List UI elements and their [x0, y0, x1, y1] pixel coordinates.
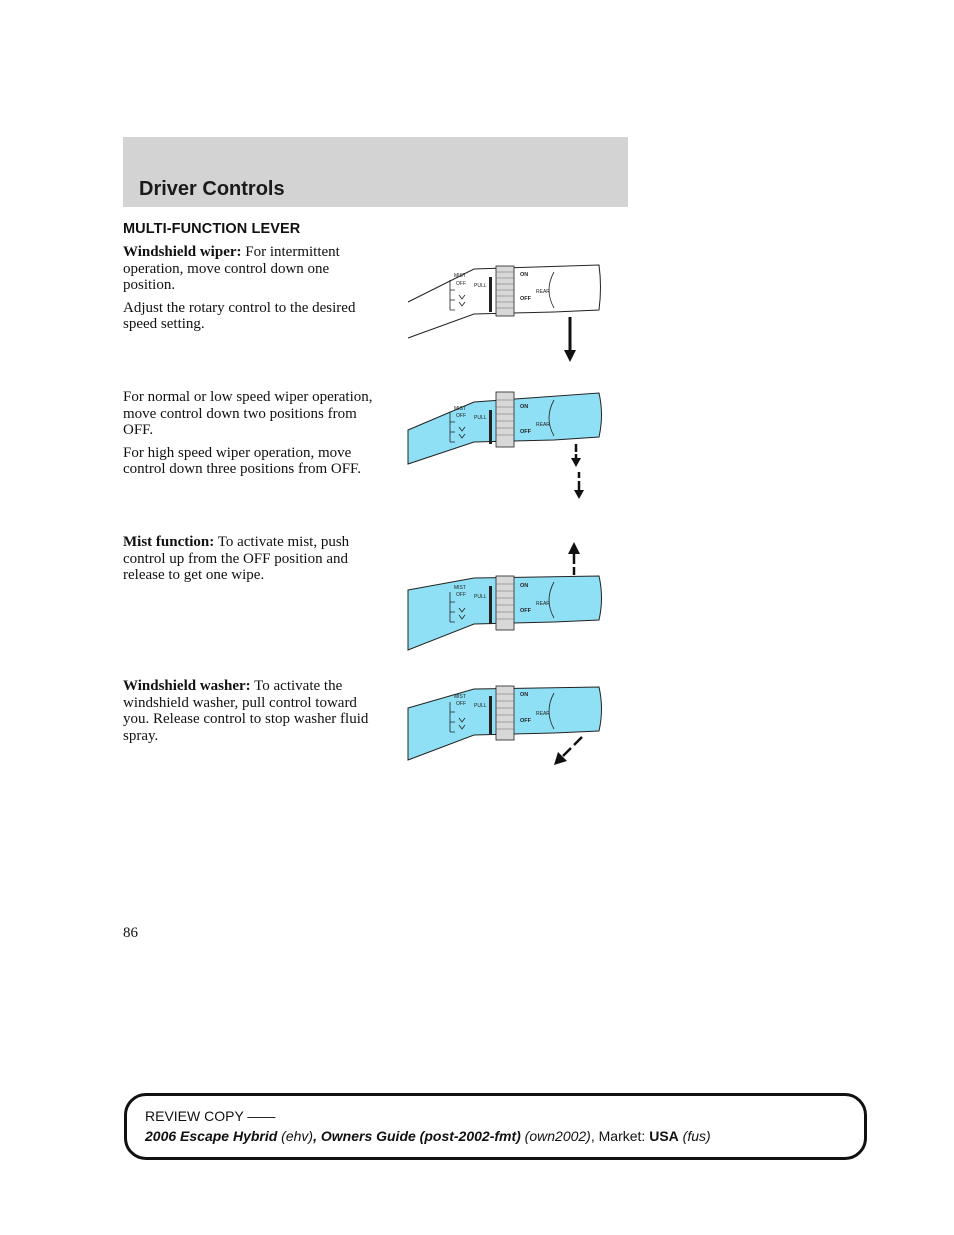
label-mist: MIST [454, 694, 466, 700]
label-off2: OFF [520, 718, 531, 724]
label-pull: PULL [474, 283, 487, 289]
lead-text: Windshield washer: [123, 678, 251, 694]
review-copy-details [145, 1128, 711, 1144]
lever-figure-washer [404, 682, 614, 772]
page-title: Driver Controls [139, 178, 285, 200]
paragraph-windshield-washer [123, 678, 385, 750]
body-text-extra: Adjust the rotary control to the desired speed setting. [123, 299, 356, 332]
label-off: OFF [456, 701, 466, 707]
label-on: ON [520, 272, 529, 278]
review-copy-label: REVIEW COPY —— [145, 1108, 276, 1124]
label-off2: OFF [520, 608, 531, 614]
lever-figure-low-high [404, 380, 614, 512]
body-text: For normal or low speed wiper operation, move control down two positions from OFF. [123, 389, 373, 438]
paragraph-low-high-speed [123, 389, 385, 484]
label-off: OFF [456, 413, 466, 419]
paragraph-windshield-wiper [123, 244, 385, 339]
header-band [123, 137, 628, 207]
label-off: OFF [456, 281, 466, 287]
review-copy-footer [124, 1093, 867, 1160]
footer-guide: Owners Guide (post-2002-fmt) [320, 1128, 521, 1144]
label-pull: PULL [474, 415, 487, 421]
label-pull: PULL [474, 594, 487, 600]
label-on: ON [520, 583, 529, 589]
body-text: For intermittent operation, move control down one position. [123, 244, 340, 293]
label-rear: REAR [536, 601, 550, 607]
footer-sep2: , Market: [590, 1128, 650, 1144]
footer-guide-code: (own2002) [520, 1128, 591, 1144]
paragraph-mist-function [123, 534, 385, 590]
label-off2: OFF [520, 296, 531, 302]
lever-figure-intermittent [404, 262, 614, 372]
lead-text: Mist function: [123, 534, 215, 550]
footer-market: USA [649, 1128, 679, 1144]
label-mist: MIST [454, 585, 466, 591]
footer-sep1: , [313, 1128, 321, 1144]
body-text-extra: For high speed wiper operation, move control down three positions from OFF. [123, 444, 361, 477]
label-on: ON [520, 404, 529, 410]
label-off2: OFF [520, 429, 531, 435]
footer-model-code: (ehv) [277, 1128, 314, 1144]
footer-market-code: (fus) [678, 1128, 711, 1144]
footer-model: 2006 Escape Hybrid [145, 1128, 278, 1144]
label-off: OFF [456, 592, 466, 598]
label-mist: MIST [454, 406, 466, 412]
section-title: MULTI-FUNCTION LEVER [123, 221, 301, 237]
page-number: 86 [123, 925, 138, 941]
label-rear: REAR [536, 289, 550, 295]
label-on: ON [520, 692, 529, 698]
label-rear: REAR [536, 711, 550, 717]
label-rear: REAR [536, 422, 550, 428]
body-text: To activate the windshield washer, pull control toward you. Release control to stop washer fluid spray. [123, 678, 369, 744]
body-text: To activate mist, push control up from the OFF position and release to get one wipe. [123, 534, 350, 583]
lead-text: Windshield wiper: [123, 244, 242, 260]
lever-figure-mist [404, 538, 614, 658]
label-mist: MIST [454, 273, 466, 279]
label-pull: PULL [474, 703, 487, 709]
